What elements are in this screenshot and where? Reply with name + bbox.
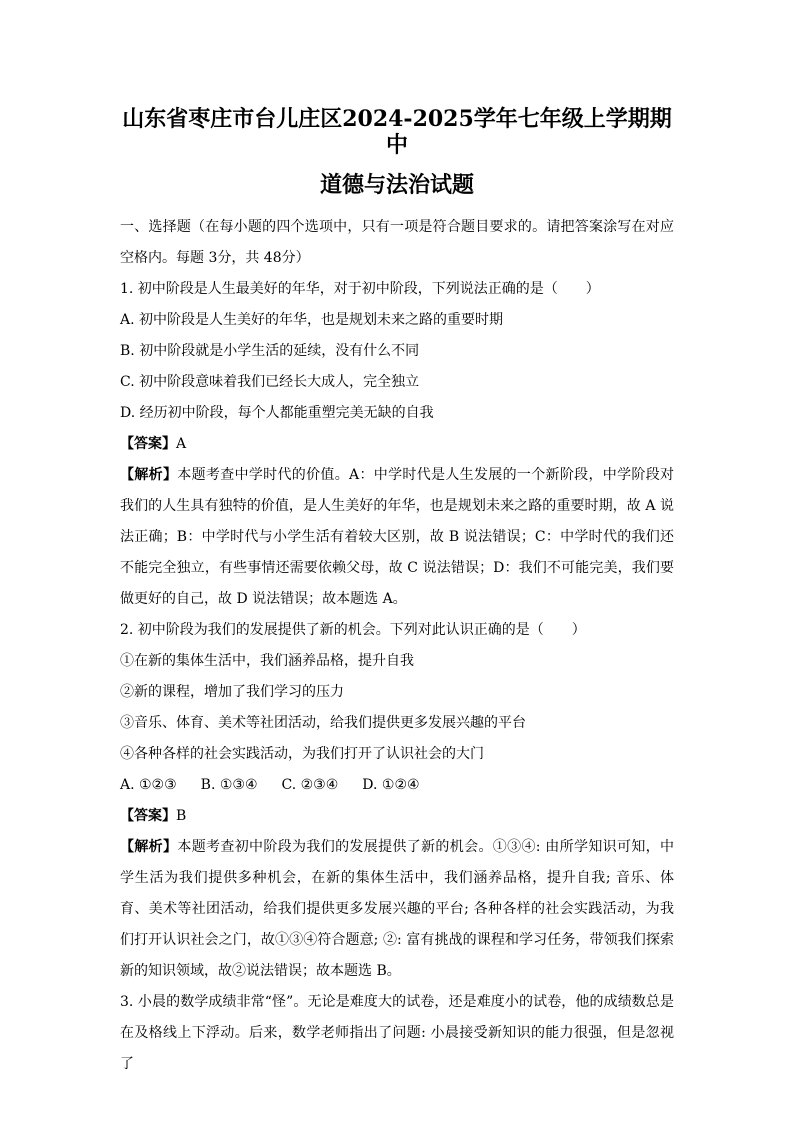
page-title: 山东省枣庄市台儿庄区2024-2025学年七年级上学期期中 bbox=[122, 106, 672, 158]
question-1-option-c: C. 初中阶段意味着我们已经长大成人，完全独立 bbox=[120, 374, 420, 390]
question-2-answer bbox=[120, 801, 674, 832]
question-2-item-2: ②新的课程，增加了我们学习的压力 bbox=[120, 684, 344, 700]
question-2-stem: 2. 初中阶段为我们的发展提供了新的机会。下列对此认识正确的是（ ） bbox=[120, 622, 586, 638]
answer-label: 【答案】 bbox=[120, 808, 176, 824]
question-3-stem: 3. 小晨的数学成绩非常“怪”。无论是难度大的试卷，还是难度小的试卷，他的成绩数总是在及格线上下浮动。后来，数学老师指出了问题: 小晨接受新知识的能力很强，但是忽视了 bbox=[120, 994, 674, 1072]
question-2-item-3: ③音乐、体育、美术等社团活动，给我们提供更多发展兴趣的平台 bbox=[120, 715, 526, 731]
question-1-option-d: D. 经历初中阶段，每个人都能重塑完美无缺的自我 bbox=[120, 405, 434, 421]
answer-label: 【答案】 bbox=[120, 436, 176, 452]
question-2-item-4: ④各种各样的社会实践活动，为我们打开了认识社会的大门 bbox=[120, 746, 484, 762]
answer-value: B bbox=[176, 808, 187, 824]
question-2-choice-b: B. ①③④ bbox=[200, 777, 258, 793]
question-1-analysis bbox=[120, 460, 674, 615]
question-2-analysis bbox=[120, 832, 674, 987]
question-2-item-1: ①在新的集体生活中，我们涵养品格，提升自我 bbox=[120, 653, 414, 669]
page-subtitle: 道德与法治试题 bbox=[319, 172, 474, 198]
question-2-choice-d: D. ①②④ bbox=[362, 777, 420, 793]
section-header: 一、选择题（在每小题的四个选项中，只有一项是符合题目要求的。请把答案涂写在对应空格内。每题 3分，共 48分） bbox=[120, 219, 674, 266]
analysis-label: 【解析】 bbox=[120, 467, 178, 483]
analysis-text: 本题考查初中阶段为我们的发展提供了新的机会。①③④: 由所学知识可知，中学生活为我们提供多种机会，在新的集体生活中，我们涵养品格，提升自我; 音乐、体育、美术等社团活动，给我们提供更多发展兴趣的平台; 各种各样的社会实践活动，为我们打开认识社会之门，故①③④符合题意; ②: 富有挑战的课程和学习任务，带领我们探索新的知识领域，故②说法错误；故本题选 B。 bbox=[120, 839, 675, 979]
question-2-choice-c: C. ②③④ bbox=[281, 777, 339, 793]
question-1-answer bbox=[120, 429, 674, 460]
question-2-choices bbox=[120, 770, 674, 801]
answer-value: A bbox=[176, 436, 187, 452]
question-1-option-a: A. 初中阶段是人生美好的年华，也是规划未来之路的重要时期 bbox=[120, 312, 504, 328]
analysis-label: 【解析】 bbox=[120, 839, 178, 855]
analysis-text: 本题考查中学时代的价值。A：中学时代是人生发展的一个新阶段，中学阶段对我们的人生具有独特的价值，是人生美好的年华，也是规划未来之路的重要时期，故 A 说法正确；B：中学时代与小学生活有着较大区别，故 B 说法错误；C：中学时代的我们还不能完全独立，有些事情还需要依赖父母，故 C 说法错误；D：我们不可能完美，我们要做更好的自己，故 D 说法错误；故本题选 A。 bbox=[120, 467, 675, 607]
question-1-stem: 1. 初中阶段是人生最美好的年华，对于初中阶段，下列说法正确的是（ ） bbox=[120, 281, 600, 297]
question-2-choice-a: A. ①②③ bbox=[120, 777, 177, 793]
question-1-option-b: B. 初中阶段就是小学生活的延续，没有什么不同 bbox=[120, 343, 420, 359]
